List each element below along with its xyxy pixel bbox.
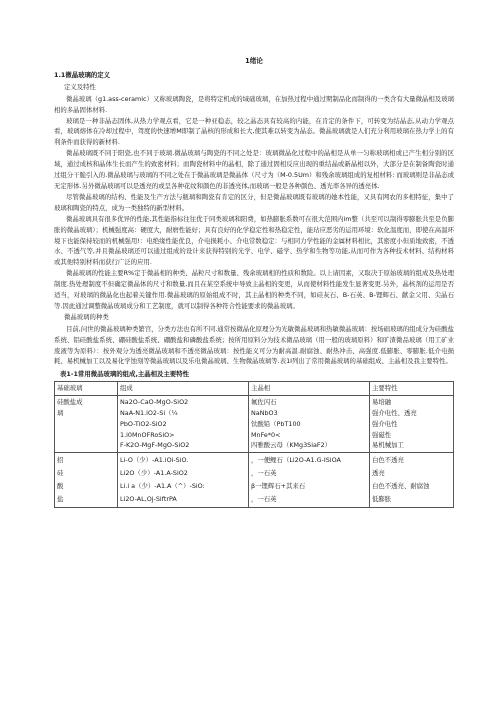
subsection-types: 微晶玻璃的种类	[64, 312, 109, 321]
category-line: 招	[57, 456, 64, 465]
category-line: 硅	[57, 469, 64, 478]
table-row	[55, 453, 454, 508]
composition-line: Li-O（少）-A1.iOi-SiO.	[120, 456, 189, 465]
crystal-line: ，一石英	[251, 495, 277, 504]
category-line: 酸	[57, 482, 64, 491]
category-line: 璃	[57, 408, 64, 417]
category-line: 硅酸盐成	[57, 398, 83, 407]
table-row	[55, 396, 454, 453]
paragraph-2: 玻璃是一种非晶态固体,从热力学观点看，它是一种亚稳态，较之晶态具有较高的内能，在肯定的条件下，可转变为结晶态,从动力学观点看，玻璃熔体在冷却过程中，驾度的快速增M即制了晶核的形成和长大,使其难以转变为晶态。微晶玻璃就是人们充分利用玻璃在热力学上的有利条件而获得的新材料.	[54, 116, 454, 147]
subsection-definition: 定义及特性	[64, 82, 96, 91]
composition-line: Li.i a（少）-A1.A（^）-SiO:	[120, 482, 205, 491]
composition-line: NaA-N1.iO2-Si（¼	[120, 408, 178, 417]
paragraph-3: 微晶玻璃既不同于阳瓷,也不同于玻璃.微晶玻璃与陶瓷的不同之处是：玻璃微晶化过程中的晶相是从单一匀称玻璃相或已产生相分别的区域，通过成核和晶体生长而产生的致密材料；而陶瓷材料中的晶相，除了通过固相反应出现的重结晶或新晶相以外，大部分是在制备陶瓷时通过组分干脆引入的.微晶玻璃与玻璃的不同之处在于微晶玻璃是微晶体（尺寸为（M-0.5Um）和残余玻璃组成的复相材料: 而玻璃则是非晶态或无定形体.另外微晶玻璃可以是透亮的或呈各种花纹和颜色的非透亮体,而玻璃一般是各种颜色、透光率各异的透亮体.	[54, 149, 454, 190]
header-main-crystal: 主晶相	[249, 382, 370, 396]
property-line: 强介电性、透亮	[372, 408, 417, 417]
table-caption: 表1-1常用微品玻璃的组成,主晶相及主要特性	[60, 370, 190, 379]
composition-line: 1.i0MnOFRoSiO>	[120, 430, 175, 439]
paragraph-6: 微晶玻璃的性能主要R%定于微晶相的种类、晶粒尺寸和数量、残余玻璃相的性质和数险。以上请因素，又取决于原始玻璃的组成及热处理制度.热处理制度不但确定微晶体的尺寸和数量,而且在某空系统中导致主晶相的变更，从而使材料性能发生显著变更.另外，晶核剂的运用是否适当，对玻璃的微晶化也起着关键作用.微晶玻璃的原始组成不时，其主晶相的种类不同，如硅灰石、B-石英、B-锂辉石、献金父用、尖晶石等.因此通过调整微晶玻璃成分和工艺制度，就可以制得各种符合性能要求的微晶玻璃。	[54, 269, 454, 310]
composition-line: Na2O-CaO-MgO-SiO2	[120, 398, 189, 407]
composition-line: F-K2O-MgF-MgO-SiO2	[120, 441, 190, 450]
crystal-line: ，一石英	[251, 469, 277, 478]
crystal-line: β一锂辉石+其来石	[251, 482, 306, 491]
composition-cell	[118, 453, 249, 508]
composition-line: Li2O-AL,Oj-SiftrPA	[120, 495, 177, 504]
crystal-line: ，一便鲤石（Li2O-A1.G-ISiOA	[251, 456, 341, 465]
property-line: 白色不透亮、耐腐蚀	[372, 482, 430, 491]
property-cell	[370, 396, 454, 453]
composition-line: PbO-TiO2-SiO2	[120, 419, 167, 428]
crystal-line: 四雅酸云母（KMg3SiaF2）	[251, 441, 332, 450]
glass-ceramics-table	[54, 381, 454, 508]
property-line: 强介电性	[372, 419, 398, 428]
property-line: 白色不透亮	[372, 456, 404, 465]
property-line: 低膨胀	[372, 495, 392, 504]
chapter-title: 1绪论	[245, 57, 263, 65]
property-line: 强磁性	[372, 430, 392, 439]
property-cell	[370, 453, 454, 508]
composition-line: Li2O（少）-A1.A-SiO2	[120, 469, 188, 478]
crystal-line: 钛酸铅（PbT100	[251, 419, 301, 428]
property-line: 易机械加工	[372, 441, 404, 450]
document-page	[54, 56, 454, 508]
paragraph-1: 微晶玻璃（g1.ass-ceramic）又称玻璃陶瓷，是将特定机成的域础玻璃，在加热过程中通过期制品化而制得的一类含有大量微晶相及玻璃相的多晶固体材料.	[54, 94, 454, 114]
property-line: 易培融	[372, 398, 392, 407]
category-cell	[55, 453, 118, 508]
paragraph-types: 目前,问世的微晶玻璃种类繁宫，分类方法也有所不同.通常按微晶化原理分为光敏微晶玻璃和热敏微晶玻璃：按场础玻璃的组成分为硅酸盐系统、铝硅酸盐系统、硼硅酸盐系统、硼酸盐和磷酸盐系统；按所用原料分为技术微品玻璃（用一般的玻璃原料）和旷渣微品玻璃（用工矿业废液等为原料）：按外观分为透亮微晶玻璃和不透亮微晶玻璃：按性能义可分为耐高温.耐腐蚀、耐热冲击、高强度.低膨胀、零膨胀.低介电损耗、易机械加工以及易化学蚀刻等微晶玻璃以及乐电微晶玻璃、生物微晶玻璃等.表1I列出了常用微晶玻璃的基础组成、主晶相及我主要特性。	[54, 324, 454, 366]
paragraph-4: 尽管微晶玻璃的结构、性能及生产方法与瓶璃和陶瓷有肯定的区分，但是微晶玻璃既有玻璃的她本性能，又具有网农的多相特征，集中了玻璃和陶瓷的特点，成为一类独特的新型材料。	[54, 192, 454, 212]
category-cell	[55, 396, 118, 453]
category-line: 盐	[57, 495, 64, 504]
crystal-line: MnFe*0<	[251, 430, 281, 439]
property-line: 透亮	[372, 469, 385, 478]
crystal-cell	[249, 396, 370, 453]
header-main-property: 主要特性	[370, 382, 454, 396]
crystal-cell	[249, 453, 370, 508]
composition-cell	[118, 396, 249, 453]
table-header-row	[55, 382, 454, 396]
crystal-line: 氟佐闪石	[251, 398, 277, 407]
section-title: 1.1微晶玻璃的定义	[54, 70, 111, 79]
header-composition: 组成	[118, 382, 249, 396]
paragraph-5: 微晶玻璃具有很多优异的性能,其性能指标往往优于同类玻璃和阳费，如热膨胀系数可在很大范围内im整（共至可以制得零膨胀共至是负膨胀的微晶玻璃）；机械强度高：硬度大，耐磨性能好；具有良好的化学稳定性和热稳定性，能玷应恶劣的运用环境：软化温度而，即使在高温环境下也能保持较而的机械强用!：电绝缘性能优良，介电损耗小、介电常数稳定：与相同力学性能的金属材料相比，其密度小但质地致密，不透水、不透气等,并且微晶玻璃还可以通过组成的设计来获得特别的光学、电学、磁学、热学和生物等功能,从而可作为各种技术材料、结构材料或其他特别材料而获行广泛的应用.	[54, 214, 454, 267]
header-base-glass: 基础玻璃	[55, 382, 118, 396]
crystal-line: NaNbO3	[251, 408, 278, 417]
